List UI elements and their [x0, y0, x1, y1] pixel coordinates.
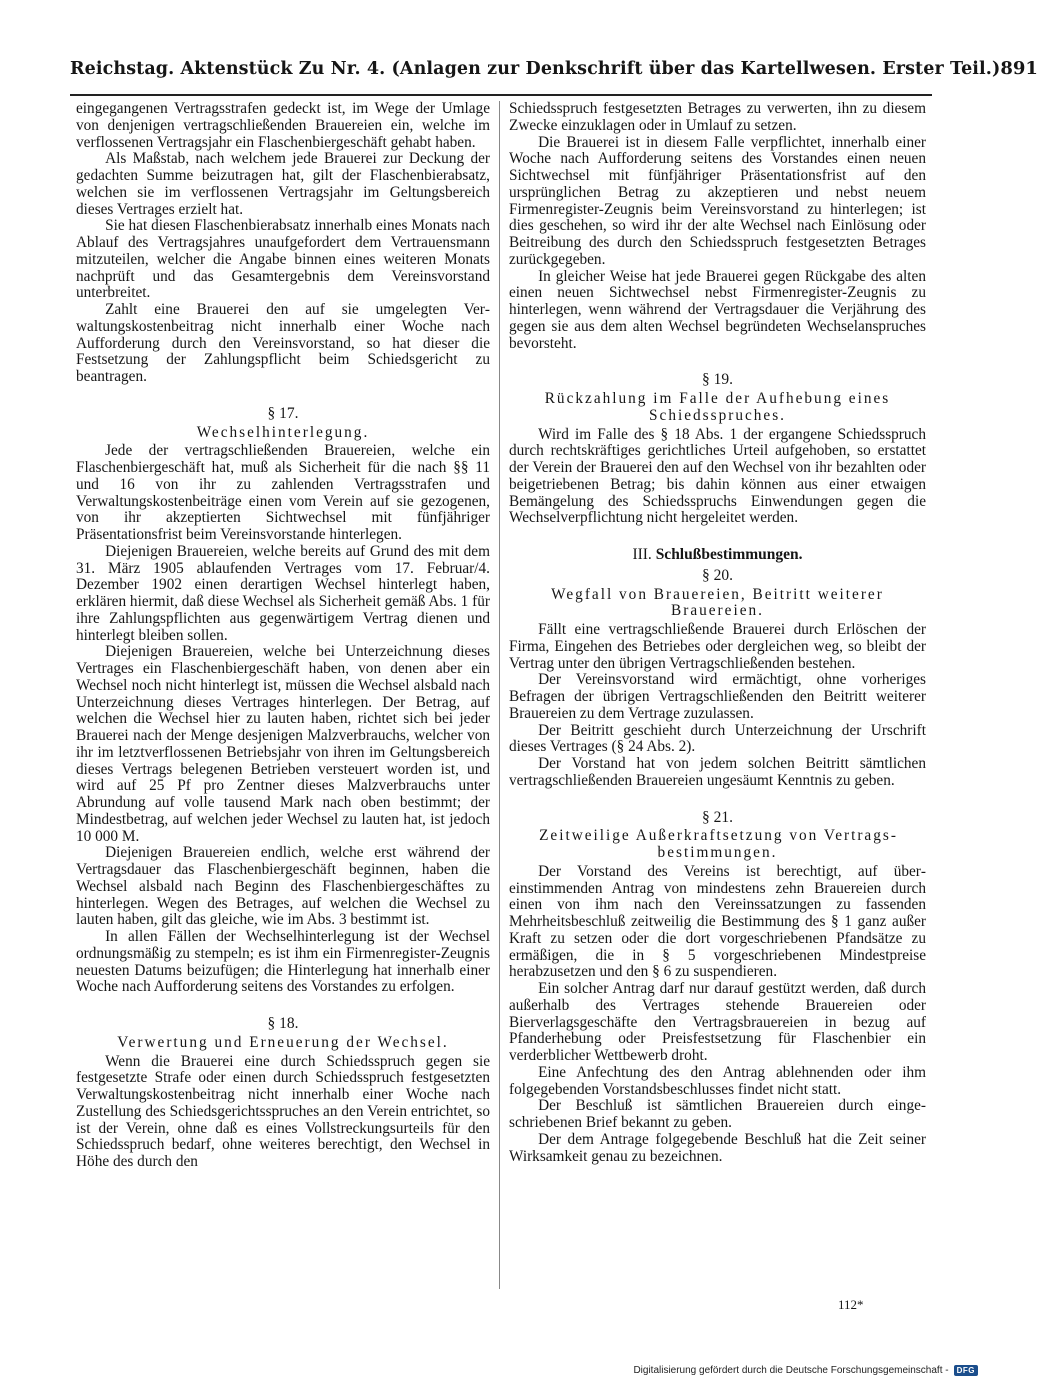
section-heading: Verwertung und Erneuerung der Wechsel. [117, 1033, 449, 1051]
paragraph: Eine Anfechtung des den Antrag ablehnenden oder ihm folgegebenden Vorstandsbeschlusses findet nicht statt. [509, 1063, 926, 1098]
part-heading [509, 547, 926, 564]
paragraph: Zahlt eine Brauerei den auf sie umgelegten Verwaltungskostenbeitrag nicht innerhalb einer Woche nach Aufforderung durch den Vereinsvorstand, so hat dieser die Festsetzung der Zahlungspflicht beim Schiedsgericht zu beantragen. [76, 301, 490, 385]
page-header [70, 58, 1038, 88]
right-column [509, 101, 926, 1165]
paragraph: Der Beitritt geschieht durch Unterzeichnung der Urschrift dieses Vertrages (§ 24 Abs. 2). [509, 721, 926, 756]
paragraph: Wird im Falle des § 18 Abs. 1 der ergangene Schiedsspruch durch rechtskräftiges gerichtliches Urteil aufgehoben, so erstattet der Verein der Brauerei den auf den Wechsel von ihr bezahlten oder beigetriebenen Betrag; bis dahin können aus einer etwaigen Bemängelung des Schiedsspruchs Einwendungen gegen die Wechselverpflichtung nicht hergeleitet werden. [509, 425, 926, 527]
paragraph: Diejenigen Brauereien endlich, welche erst während der Vertragsdauer das Flaschenbiergeschäft beginnen, haben die Wechsel alsbald nach Beginn des Flaschenbiergeschäftes zu hinterlegen. Wegen des Betrages, auf welchen die Wechsel zu lauten haben, gilt das gleiche, wie im Abs. 3 bestimmt ist. [76, 844, 490, 929]
left-column [76, 101, 490, 1171]
paragraph: Diejenigen Brauereien, welche bei Unterzeichnung dieses Vertrages ein Flaschenbiergeschäft haben, von denen aber ein Wechsel noch nicht hinterlegt ist, müssen die Wechsel alsbald nach Unterzeichnung dieses Vertrages hinterlegen. Der Betrag, auf welchen die Wechsel hier zu lauten haben, richtet sich bei jeder Brauerei nach der Menge desjenigen Malzverbrauchs, welcher von ihr im letztverflossenen Betriebsjahr von ihren im Geltungsbereich dieses Vertrags belegenen Betrieben versteuert worden ist, und wird auf 25 Pf pro Zentner dieses Malzverbrauchs unter Abrundung auf volle tausend Mark nach oben bestimmt; der Mindestbetrag, auf welchen jeder Wechsel zu lauten hat, ist jedoch 10 000 M. [76, 643, 490, 845]
paragraph: eingegangenen Vertragsstrafen gedeckt ist, im Wege der Umlage von denjenigen vertragschließenden Brauereien ein, welche im verflossenen Vertragsjahr ein Flaschenbiergeschäft gehabt haben. [76, 100, 490, 151]
paragraph: Jede der vertragschließenden Brauereien, welche ein Flaschenbiergeschäft hat, muß als Sicherheit für die nach §§ 11 und 16 von ihr zu zahlenden Vertragsstrafen und Verwaltungskostenbeiträge einen vom Verein auf sie gezogenen, von ihr akzeptierten Sichtwechsel mit fünfjähriger Präsentationsfrist beim Vereinsvorstande hinterlegen. [76, 442, 490, 543]
paragraph: Der Beschluß ist sämtlichen Brauereien durch eingeschriebenen Brief bekannt zu geben. [509, 1097, 926, 1131]
page-number: 891 [1000, 58, 1038, 79]
dfg-logo-icon: DFG [954, 1365, 978, 1376]
paragraph: Der Vereinsvorstand wird ermächtigt, ohne vorheriges Befragen der übrigen Vertragschließenden den Beitritt weiterer Brauereien zu dem Vertrage zuzulassen. [509, 671, 926, 722]
section-number: § 20. [702, 566, 733, 584]
section-number: § 17. [267, 404, 299, 422]
section-heading: Zeitweilige Außerkraftsetzung von Vertragsbestimmungen. [539, 827, 896, 861]
paragraph: Wenn die Brauerei eine durch Schiedsspruch gegen sie festgesetzte Strafe oder einen durch Schiedsspruch festgesetzten Verwaltungskostenbeitrag nicht innerhalb einer Woche nach Zustellung des Schiedsgerichtsspruches an den Verein entrichtet, so ist der Verein, ohne daß es eines Vollstreckungsurteils für den Schiedsspruch bedarf, ohne weiteres berechtigt, den Wechsel in Höhe des durch den [76, 1052, 490, 1170]
paragraph: Fällt eine vertragschließende Brauerei durch Erlöschen der Firma, Eingehen des Betriebes oder dergleichen weg, so bleibt der Vertrag unter den übrigen Vertragschließenden bestehen. [509, 621, 926, 672]
paragraph: Als Maßstab, nach welchem jede Brauerei zur Deckung der gedachten Summe beizutragen hat, gilt der Flaschenbierabsatz, welchen sie im verflossenen Vertragsjahr im Geltungsbereich dieses Vertrages erzielt hat. [76, 150, 490, 218]
column-divider [499, 101, 500, 1289]
paragraph: In allen Fällen der Wechselhinterlegung ist der Wechsel ordnungsmäßig zu stempeln; es ist ihm ein Firmenregister-Zeugnis neuesten Datums beizufügen; die Hinterlegung hat innerhalb einer Woche nach Aufforderung seitens des Vorstandes zu erfolgen. [76, 928, 490, 996]
paragraph: Die Brauerei ist in diesem Falle verpflichtet, innerhalb einer Woche nach Aufforderung seitens des Vorstandes einen neuen Sichtwechsel mit fünfjähriger Präsentationsfrist auf den ursprünglichen Betrag zu akzeptieren und nebst neuem Firmenregister-Zeugnis beim Vereinsvorstand zu hinterlegen; ist dies geschehen, so wird ihr der alte Wechsel nach Einlösung oder Beitreibung des durch den Schiedsspruch festgesetzten Betrages zurückgegeben. [509, 133, 926, 268]
paragraph: In gleicher Weise hat jede Brauerei gegen Rückgabe des alten einen neuen Sichtwechsel nebst Firmenregister-Zeugnis zu hinterlegen, wenn während der Vertragsdauer die Verjährung des gegen sie aus dem alten Wechsel begründeten Wechselanspruches bevorsteht. [509, 267, 926, 352]
part-title: Schlußbestimmungen. [655, 546, 803, 563]
section-number: § 18. [267, 1015, 299, 1032]
part-number: III. [632, 546, 652, 563]
section-heading: Wechselhinterlegung. [196, 423, 370, 441]
paragraph: Schiedsspruch festgesetzten Betrages zu verwerten, ihn zu diesem Zwecke einzuklagen oder in Umlauf zu setzen. [509, 100, 926, 134]
section-heading: Rückzahlung im Falle der Aufhebung eines Schiedsspruches. [544, 390, 891, 424]
paragraph: Der Vorstand hat von jedem solchen Beitritt sämtlichen vertragschließenden Brauereien ungesäumt Kenntnis zu geben. [509, 755, 926, 789]
paragraph: Diejenigen Brauereien, welche bereits auf Grund des mit dem 31. März 1905 ablaufenden Vertrages vom 17. Februar/4. Dezember 1902 einen derartigen Wechsel hinterlegt haben, erklären hiermit, daß diese Wechsel als Sicherheit gemäß Abs. 1 für ihre Zahlungspflichten aus gegenwärtigem Vertrag dienen und hinterlegt bleiben sollen. [76, 542, 490, 644]
section-heading: Wegfall von Brauereien, Beitritt weiterer Brauereien. [551, 585, 884, 620]
footer-text: Digitalisierung gefördert durch die Deutsche Forschungsgemeinschaft - [633, 1365, 949, 1376]
running-title: Reichstag. Aktenstück Zu Nr. 4. (Anlagen zur Denkschrift über das Kartellwesen. Erster Teil.) [70, 59, 1001, 79]
section-number: § 21. [702, 808, 733, 826]
paragraph: Der dem Antrage folgegebende Beschluß hat die Zeit seiner Wirksamkeit genau zu bezeichnen. [509, 1130, 926, 1165]
header-rule [70, 94, 932, 96]
signature-mark: 112* [838, 1297, 864, 1312]
paragraph: Sie hat diesen Flaschenbierabsatz innerhalb eines Monats nach Ablauf des Vertragsjahres unaufgefordert dem Vertrauensmann mitzuteilen, welcher die Angabe binnen eines weiteren Monats nachprüft und das Gesamtergebnis dem Vereinsvorstand unterbreitet. [76, 217, 490, 302]
paragraph: Der Vorstand des Vereins ist berechtigt, auf übereinstimmenden Antrag von mindestens zehn Brauereien durch einen von ihm nach den Vereinssatzungen zu fassenden Mehrheitsbeschluß zeitweilig die Bestimmung des § 1 ganz außer Kraft zu setzen oder die dort vorgeschriebenen Pfandsätze zu ermäßigen, die in § 5 vorgeschriebenen Mindestpreise herabzusetzen und den § 6 zu suspendieren. [509, 862, 926, 981]
digitization-footer [633, 1365, 978, 1376]
section-number: § 19. [702, 371, 733, 389]
paragraph: Ein solcher Antrag darf nur darauf gestützt werden, daß durch außerhalb des Vertrages stehende Brauereien oder Bierverlagsgeschäfte den Vertragsbrauereien in bezug auf Pfanderhebung oder Preisfestsetzung für Flaschenbier ein verderblicher Wettbewerb droht. [509, 980, 926, 1064]
